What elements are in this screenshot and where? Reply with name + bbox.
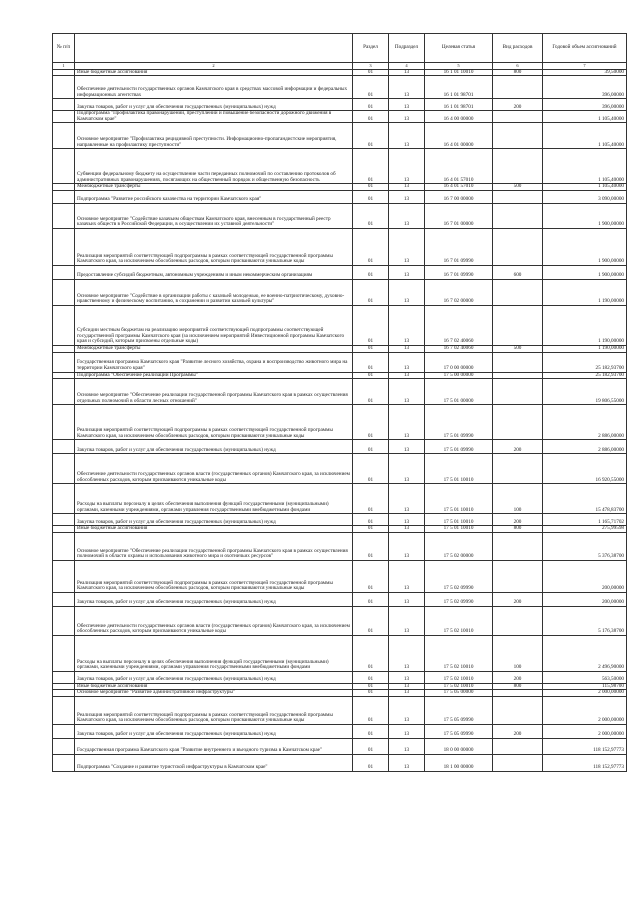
row-number-cell [53, 379, 75, 405]
row-subsection: 13 [389, 111, 425, 123]
row-target-code: 16 1 01 98701 [425, 99, 493, 111]
table-row [53, 724, 627, 738]
row-section: 01 [353, 149, 389, 184]
row-amount: 1 190,00000 [543, 305, 627, 345]
table-row [53, 228, 627, 265]
row-amount: 25 182,93700 [543, 372, 627, 379]
row-expense-type [493, 352, 543, 372]
row-amount: 5 176,38700 [543, 606, 627, 635]
header-expense-type: Вид расходов [493, 34, 543, 63]
row-target-code: 17 5 00 00000 [425, 372, 493, 379]
row-target-code: 17 5 02 09990 [425, 592, 493, 606]
table-row [53, 305, 627, 345]
row-description: Основное мероприятие "Содействие казачьим обществам Камчатского края, внесенным в государственный реестр казачьих обществ в Российской Федерации, в осуществлении их уставной деятельности" [75, 203, 353, 228]
table-row [53, 265, 627, 279]
row-number-cell [53, 69, 75, 76]
row-description: Закупка товаров, работ и услуг для обеспечения государственных (муниципальных) нужд [75, 671, 353, 683]
row-section: 01 [353, 76, 389, 99]
table-row [53, 754, 627, 771]
table-row [53, 279, 627, 305]
row-description: Реализация мероприятий соответствующей подпрограммы в рамках соответствующей государственной программы Камчатского края, за исключением обособленных расходов, которым присваиваются уникальные коды [75, 560, 353, 592]
row-target-code: 16 4 01 57010 [425, 184, 493, 191]
table-row [53, 76, 627, 99]
row-number-cell [53, 149, 75, 184]
row-subsection: 13 [389, 532, 425, 560]
row-subsection: 13 [389, 696, 425, 724]
row-target-code: 17 5 01 10010 [425, 526, 493, 533]
row-section: 01 [353, 514, 389, 526]
row-section: 01 [353, 454, 389, 484]
table-row [53, 592, 627, 606]
row-description: Предоставление субсидий бюджетным, автономным учреждениям и иным некоммерческим организациям [75, 265, 353, 279]
row-amount: 25 182,93700 [543, 352, 627, 372]
column-number: 6 [493, 63, 543, 70]
row-description: Основное мероприятие "Обеспечение реализации государственной программы Камчатского края в рамках осуществления полномочий в области охраны и использования животного мира и охотничьих ресурсов" [75, 532, 353, 560]
row-number-cell [53, 111, 75, 123]
header-annual-amount: Годовой объем ассигнований [543, 34, 627, 63]
row-number-cell [53, 184, 75, 191]
row-section: 01 [353, 560, 389, 592]
row-subsection: 13 [389, 379, 425, 405]
row-expense-type: 500 [493, 184, 543, 191]
row-amount: 1 105,40000 [543, 111, 627, 123]
row-amount: 563,50000 [543, 671, 627, 683]
table-row [53, 372, 627, 379]
row-number-cell [53, 440, 75, 454]
row-section: 01 [353, 228, 389, 265]
row-section: 01 [353, 405, 389, 440]
row-target-code: 16 1 01 10010 [425, 69, 493, 76]
row-expense-type: 200 [493, 671, 543, 683]
row-subsection: 13 [389, 606, 425, 635]
row-subsection: 13 [389, 203, 425, 228]
row-target-code: 16 4 01 57010 [425, 149, 493, 184]
row-expense-type [493, 372, 543, 379]
row-description: Иные бюджетные ассигнования [75, 526, 353, 533]
table-row [53, 111, 627, 123]
row-expense-type: 200 [493, 440, 543, 454]
row-number-cell [53, 560, 75, 592]
table-row [53, 560, 627, 592]
row-number-cell [53, 76, 75, 99]
row-subsection: 13 [389, 184, 425, 191]
row-expense-type [493, 379, 543, 405]
row-description: Межбюджетные трансферты [75, 345, 353, 352]
row-description: Реализация мероприятий соответствующей подпрограммы в рамках соответствующей государственной программы Камчатского края, за исключением обособленных расходов, которым присваиваются уникальные коды [75, 696, 353, 724]
row-amount: 118 152,97773 [543, 754, 627, 771]
row-amount: 396,00000 [543, 99, 627, 111]
row-section: 01 [353, 352, 389, 372]
row-section: 01 [353, 190, 389, 203]
table-header-row [53, 34, 627, 63]
row-description: Реализация мероприятий соответствующей подпрограммы в рамках соответствующей государственной программы Камчатского края, за исключением обособленных расходов, которым присваиваются уникальные коды [75, 405, 353, 440]
row-amount: 2 886,00000 [543, 405, 627, 440]
row-target-code: 17 5 02 10010 [425, 635, 493, 671]
row-description: Межбюджетные трансферты [75, 184, 353, 191]
row-target-code: 16 7 02 40060 [425, 305, 493, 345]
table-row [53, 454, 627, 484]
row-expense-type [493, 560, 543, 592]
row-section: 01 [353, 305, 389, 345]
row-number-cell [53, 514, 75, 526]
row-expense-type [493, 454, 543, 484]
header-number: № п/п [53, 34, 75, 63]
row-description: Расходы на выплаты персоналу в целях обеспечения выполнения функций государственными (муниципальными) органами, казенными учреждениями, органами управления государственными внебюджетными фондами [75, 484, 353, 514]
row-section: 01 [353, 440, 389, 454]
row-section: 01 [353, 690, 389, 697]
row-amount: 118 152,97773 [543, 738, 627, 754]
table-row [53, 690, 627, 697]
row-number-cell [53, 454, 75, 484]
row-description: Обеспечение деятельности государственных органов власти (государственных органов) Камчатского края, за исключением обособленных расходов, которым присваиваются уникальные коды [75, 454, 353, 484]
row-section: 01 [353, 606, 389, 635]
table-row [53, 69, 627, 76]
row-amount: 1 900,00000 [543, 203, 627, 228]
row-target-code: 16 1 01 98701 [425, 76, 493, 99]
table-row [53, 526, 627, 533]
row-description: Закупка товаров, работ и услуг для обеспечения государственных (муниципальных) нужд [75, 724, 353, 738]
row-expense-type: 100 [493, 635, 543, 671]
row-number-cell [53, 484, 75, 514]
row-expense-type: 200 [493, 592, 543, 606]
row-target-code: 16 7 01 09990 [425, 265, 493, 279]
row-expense-type: 500 [493, 345, 543, 352]
table-row [53, 484, 627, 514]
row-section: 01 [353, 379, 389, 405]
row-description: Подпрограмма "Профилактика правонарушений, преступлений и повышение безопасности дорожного движения в Камчатском крае" [75, 111, 353, 123]
row-number-cell [53, 228, 75, 265]
row-number-cell [53, 532, 75, 560]
row-description: Основное мероприятие "Профилактика рецидивной преступности. Информационно-пропагандистские мероприятия, направленные на профилактику преступности" [75, 123, 353, 149]
row-target-code: 17 5 02 09990 [425, 560, 493, 592]
column-number: 1 [53, 63, 75, 70]
row-subsection: 13 [389, 635, 425, 671]
row-subsection: 13 [389, 690, 425, 697]
row-amount: 19 806,55000 [543, 379, 627, 405]
row-target-code: 16 4 01 00000 [425, 123, 493, 149]
row-subsection: 13 [389, 526, 425, 533]
row-description: Государственная программа Камчатского края "Развитие лесного хозяйства, охрана и воспроизводство животного мира на территории Камчатского края" [75, 352, 353, 372]
table-row [53, 379, 627, 405]
row-number-cell [53, 671, 75, 683]
row-number-cell [53, 372, 75, 379]
row-description: Подпрограмма "Обеспечение реализации Программы" [75, 372, 353, 379]
row-section: 01 [353, 111, 389, 123]
row-target-code: 17 5 01 10010 [425, 454, 493, 484]
row-target-code: 16 4 00 00000 [425, 111, 493, 123]
row-subsection: 13 [389, 352, 425, 372]
row-target-code: 16 7 00 00000 [425, 190, 493, 203]
row-number-cell [53, 606, 75, 635]
row-description: Государственная программа Камчатского края "Развитие внутреннего и въездного туризма в Камчатском крае" [75, 738, 353, 754]
row-target-code: 17 5 02 10010 [425, 683, 493, 690]
row-number-cell [53, 279, 75, 305]
row-description: Обеспечение деятельности государственных органов власти (государственных органов) Камчатского края, за исключением обособленных расходов, которым присваиваются уникальные коды [75, 606, 353, 635]
row-section: 01 [353, 279, 389, 305]
row-subsection: 13 [389, 683, 425, 690]
row-subsection: 13 [389, 454, 425, 484]
row-amount: 3 090,00000 [543, 190, 627, 203]
row-expense-type: 800 [493, 683, 543, 690]
row-number-cell [53, 203, 75, 228]
row-number-cell [53, 526, 75, 533]
row-subsection: 13 [389, 484, 425, 514]
header-subsection: Подраздел [389, 34, 425, 63]
row-description: Основное мероприятие "Содействие в организации работы с казачьей молодежью, ее военно-патриотическому, духовно-нравственному и физическому воспитанию, в сохранении и развитии казачьей культуры" [75, 279, 353, 305]
table-row [53, 123, 627, 149]
row-subsection: 13 [389, 265, 425, 279]
row-section: 01 [353, 683, 389, 690]
row-description: Субвенции федеральному бюджету на осуществление части переданных полномочий по составлению протоколов об административных правонарушениях, посягающих на общественный порядок и общественную безопасность [75, 149, 353, 184]
row-section: 01 [353, 532, 389, 560]
row-number-cell [53, 738, 75, 754]
row-subsection: 13 [389, 592, 425, 606]
row-target-code: 17 5 01 10010 [425, 484, 493, 514]
row-description: Субсидии местным бюджетам на реализацию мероприятий соответствующей подпрограммы соответствующей государственной программы Камчатского края (за исключением мероприятий Инвестиционной программы Камчатского края и субсидий, которым присвоены отдельные коды) [75, 305, 353, 345]
table-row [53, 738, 627, 754]
row-description: Обеспечение деятельности государственных органов Камчатского края в средствах массовой информации и федеральных информационных агентствах [75, 76, 353, 99]
table-row [53, 635, 627, 671]
row-amount: 200,00000 [543, 560, 627, 592]
row-description: Подпрограмма "Создание и развитие туристской инфраструктуры в Камчатском крае" [75, 754, 353, 771]
column-number: 3 [353, 63, 389, 70]
budget-allocation-table [52, 33, 627, 772]
header-section: Раздел [353, 34, 389, 63]
row-section: 01 [353, 69, 389, 76]
row-amount: 16 920,55000 [543, 454, 627, 484]
row-section: 01 [353, 635, 389, 671]
row-target-code: 17 0 00 00000 [425, 352, 493, 372]
row-subsection: 13 [389, 149, 425, 184]
row-amount: 1 165,71702 [543, 514, 627, 526]
row-amount: 1 900,00000 [543, 265, 627, 279]
row-expense-type: 100 [493, 484, 543, 514]
table-row [53, 532, 627, 560]
row-expense-type [493, 696, 543, 724]
table-row [53, 184, 627, 191]
row-target-code: 17 5 02 10010 [425, 671, 493, 683]
row-section: 01 [353, 754, 389, 771]
row-target-code: 17 5 05 00000 [425, 690, 493, 697]
column-number: 7 [543, 63, 627, 70]
row-section: 01 [353, 345, 389, 352]
row-description: Иные бюджетные ассигнования [75, 683, 353, 690]
row-target-code: 17 5 02 00000 [425, 532, 493, 560]
row-amount: 1 190,00000 [543, 345, 627, 352]
row-target-code: 18 1 00 00000 [425, 754, 493, 771]
table-body [53, 69, 627, 771]
row-expense-type: 200 [493, 514, 543, 526]
row-number-cell [53, 696, 75, 724]
row-expense-type: 800 [493, 526, 543, 533]
table-row [53, 99, 627, 111]
row-amount: 15 478,83700 [543, 484, 627, 514]
row-subsection: 13 [389, 514, 425, 526]
row-expense-type [493, 532, 543, 560]
row-amount: 200,00000 [543, 592, 627, 606]
row-section: 01 [353, 99, 389, 111]
row-amount: 39,50000 [543, 69, 627, 76]
table-row [53, 440, 627, 454]
row-section: 01 [353, 265, 389, 279]
table-row [53, 696, 627, 724]
row-amount: 1 105,40000 [543, 149, 627, 184]
row-expense-type: 600 [493, 265, 543, 279]
row-section: 01 [353, 592, 389, 606]
row-description: Закупка товаров, работ и услуг для обеспечения государственных (муниципальных) нужд [75, 440, 353, 454]
row-expense-type: 200 [493, 724, 543, 738]
row-description: Закупка товаров, работ и услуг для обеспечения государственных (муниципальных) нужд [75, 592, 353, 606]
row-expense-type [493, 203, 543, 228]
row-number-cell [53, 123, 75, 149]
row-number-cell [53, 265, 75, 279]
row-number-cell [53, 352, 75, 372]
row-number-cell [53, 190, 75, 203]
column-number: 5 [425, 63, 493, 70]
row-number-cell [53, 405, 75, 440]
row-subsection: 13 [389, 671, 425, 683]
row-number-cell [53, 592, 75, 606]
row-description: Иные бюджетные ассигнования [75, 69, 353, 76]
row-number-cell [53, 690, 75, 697]
row-amount: 5 376,38700 [543, 532, 627, 560]
row-amount: 396,00000 [543, 76, 627, 99]
table-row [53, 345, 627, 352]
column-number: 2 [75, 63, 353, 70]
row-expense-type [493, 190, 543, 203]
table-row [53, 203, 627, 228]
row-expense-type: 200 [493, 99, 543, 111]
row-amount: 1 105,40000 [543, 184, 627, 191]
row-subsection: 13 [389, 754, 425, 771]
row-number-cell [53, 635, 75, 671]
table-row [53, 671, 627, 683]
row-description: Основное мероприятие "Обеспечение реализации государственной программы Камчатского края в рамках осуществления отдельных полномочий в области лесных отношений" [75, 379, 353, 405]
row-expense-type: 800 [493, 69, 543, 76]
table-row [53, 405, 627, 440]
row-number-cell [53, 99, 75, 111]
row-amount: 2 000,00000 [543, 696, 627, 724]
row-expense-type [493, 606, 543, 635]
row-section: 01 [353, 372, 389, 379]
row-target-code: 17 5 05 09990 [425, 696, 493, 724]
row-expense-type [493, 111, 543, 123]
row-target-code: 17 5 01 00000 [425, 379, 493, 405]
row-target-code: 17 5 01 09990 [425, 405, 493, 440]
row-amount: 1 190,00000 [543, 279, 627, 305]
row-subsection: 13 [389, 69, 425, 76]
row-expense-type [493, 279, 543, 305]
row-target-code: 18 0 00 00000 [425, 738, 493, 754]
row-subsection: 13 [389, 405, 425, 440]
row-amount: 2 886,00000 [543, 440, 627, 454]
row-section: 01 [353, 724, 389, 738]
row-subsection: 13 [389, 76, 425, 99]
header-target-item: Целевая статья [425, 34, 493, 63]
row-section: 01 [353, 671, 389, 683]
row-subsection: 13 [389, 123, 425, 149]
row-expense-type [493, 228, 543, 265]
row-amount: 1 105,40000 [543, 123, 627, 149]
row-expense-type [493, 305, 543, 345]
row-number-cell [53, 724, 75, 738]
row-target-code: 16 7 02 40060 [425, 345, 493, 352]
row-expense-type [493, 690, 543, 697]
row-number-cell [53, 345, 75, 352]
row-target-code: 17 5 02 10010 [425, 606, 493, 635]
row-amount: 275,99598 [543, 526, 627, 533]
table-row [53, 149, 627, 184]
row-section: 01 [353, 123, 389, 149]
row-section: 01 [353, 203, 389, 228]
row-target-code: 16 7 01 09990 [425, 228, 493, 265]
row-description: Расходы на выплаты персоналу в целях обеспечения выполнения функций государственными (муниципальными) органами, казенными учреждениями, органами управления государственными внебюджетными фондами [75, 635, 353, 671]
row-section: 01 [353, 526, 389, 533]
row-subsection: 13 [389, 305, 425, 345]
row-subsection: 13 [389, 228, 425, 265]
row-expense-type [493, 754, 543, 771]
row-section: 01 [353, 696, 389, 724]
row-expense-type [493, 149, 543, 184]
row-subsection: 13 [389, 345, 425, 352]
row-amount: 2 000,00000 [543, 690, 627, 697]
row-expense-type [493, 738, 543, 754]
column-number: 4 [389, 63, 425, 70]
table-row [53, 606, 627, 635]
row-description: Подпрограмма "Развитие российского казачества на территории Камчатского края" [75, 190, 353, 203]
row-expense-type [493, 76, 543, 99]
row-number-cell [53, 305, 75, 345]
row-target-code: 17 5 05 09990 [425, 724, 493, 738]
row-description: Основное мероприятие "Развитие административной инфраструктуры" [75, 690, 353, 697]
row-number-cell [53, 754, 75, 771]
row-expense-type [493, 405, 543, 440]
row-number-cell [53, 683, 75, 690]
table-row [53, 190, 627, 203]
row-amount: 2 496,90000 [543, 635, 627, 671]
row-subsection: 13 [389, 560, 425, 592]
row-subsection: 13 [389, 372, 425, 379]
header-name [75, 34, 353, 63]
table-row [53, 352, 627, 372]
row-amount: 115,98700 [543, 683, 627, 690]
row-section: 01 [353, 184, 389, 191]
row-amount: 1 900,00000 [543, 228, 627, 265]
row-description: Закупка товаров, работ и услуг для обеспечения государственных (муниципальных) нужд [75, 514, 353, 526]
row-subsection: 13 [389, 190, 425, 203]
row-target-code: 16 7 02 00000 [425, 279, 493, 305]
row-target-code: 17 5 01 09990 [425, 440, 493, 454]
table-row [53, 514, 627, 526]
row-subsection: 13 [389, 279, 425, 305]
row-amount: 2 000,00000 [543, 724, 627, 738]
row-subsection: 13 [389, 738, 425, 754]
row-expense-type [493, 123, 543, 149]
row-target-code: 17 5 01 10010 [425, 514, 493, 526]
row-description: Закупка товаров, работ и услуг для обеспечения государственных (муниципальных) нужд [75, 99, 353, 111]
row-section: 01 [353, 738, 389, 754]
row-section: 01 [353, 484, 389, 514]
row-subsection: 13 [389, 724, 425, 738]
row-subsection: 13 [389, 99, 425, 111]
row-subsection: 13 [389, 440, 425, 454]
row-description: Реализация мероприятий соответствующей подпрограммы в рамках соответствующей государственной программы Камчатского края, за исключением обособленных расходов, которым присваиваются уникальные коды [75, 228, 353, 265]
row-target-code: 16 7 01 00000 [425, 203, 493, 228]
